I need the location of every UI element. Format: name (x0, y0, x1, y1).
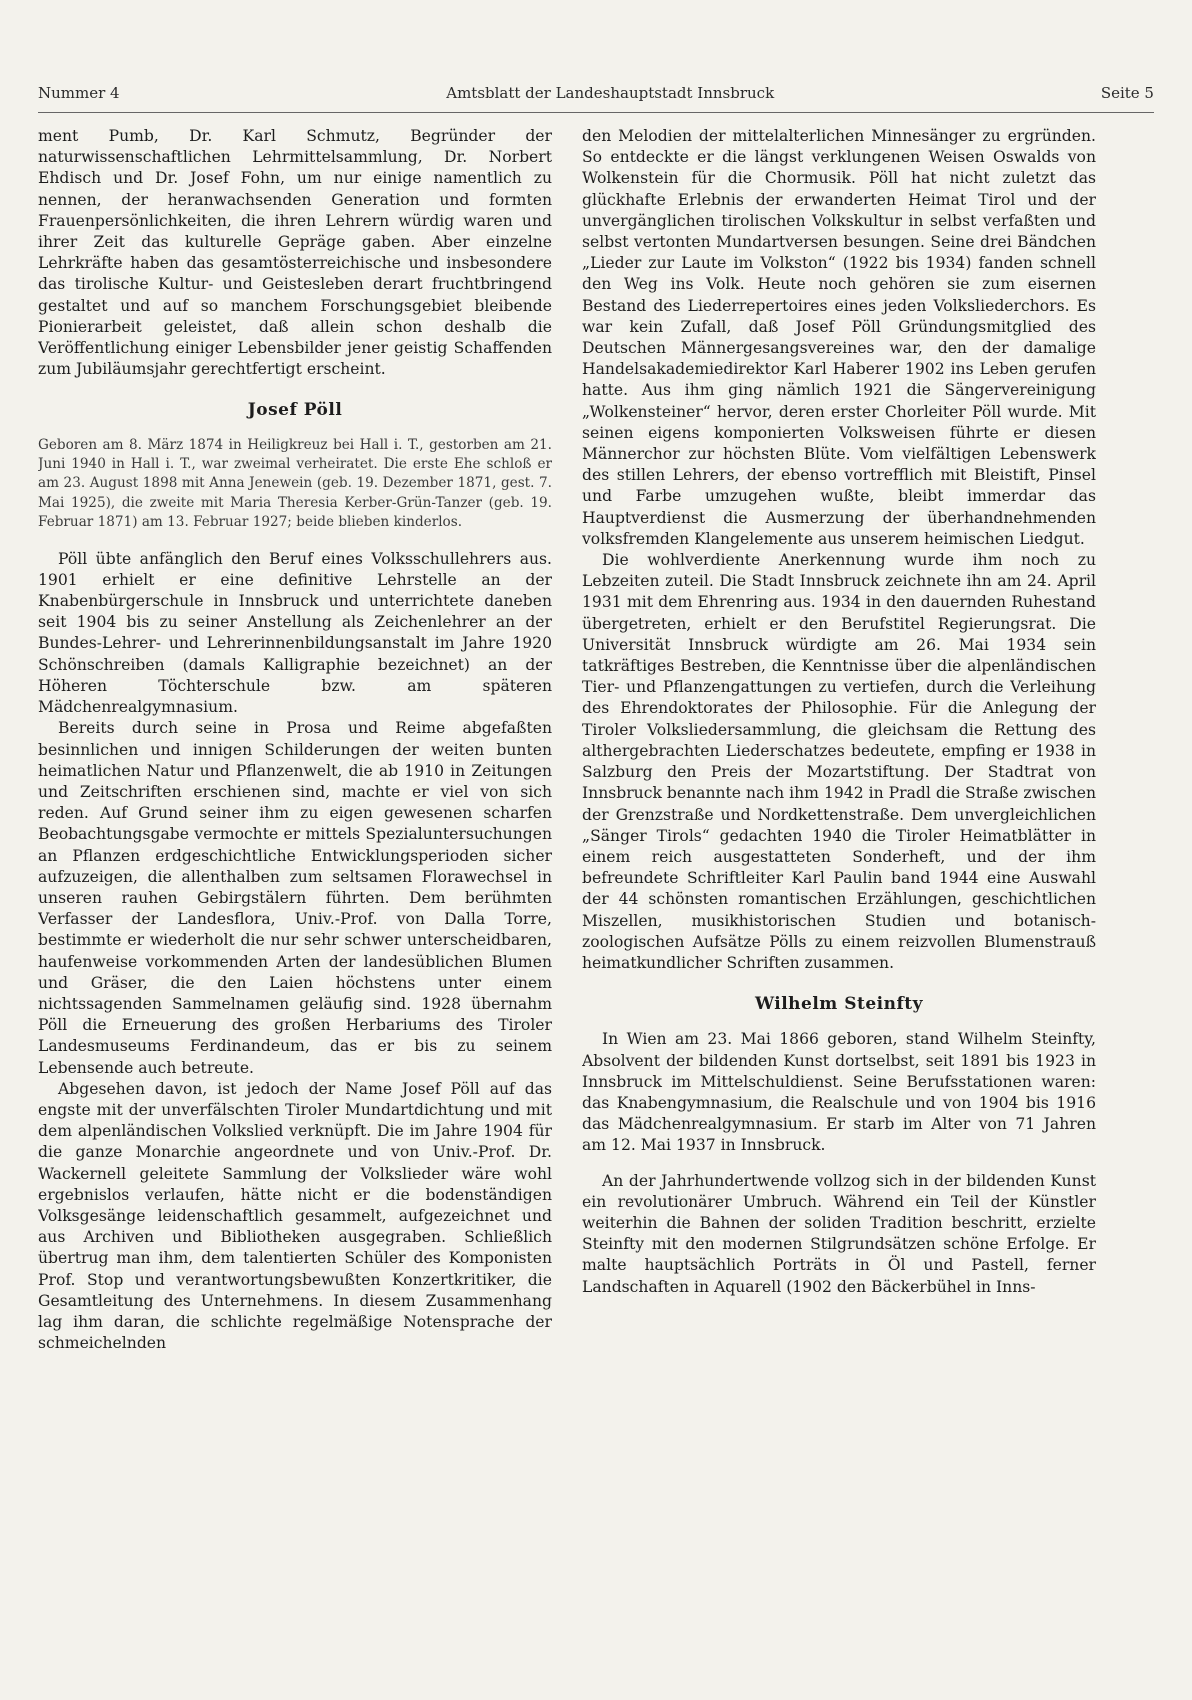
body-paragraph: An der Jahrhundertwende vollzog sich in der bildenden Kunst ein revolutionärer Umbruch. Während ein Teil der Künstler weiterhin die Bahnen der soliden Tradition beschritt, erzielte Steinfty mit den modernen Stilgrundsätzen schöne Erfolge. Er malte hauptsächlich Porträts in Öl und Pastell, ferner Landschaften in Aquarell (1902 den Bäckerbühel in Inns- (582, 1171, 1096, 1296)
body-paragraph: den Melodien der mittelalterlichen Minnesänger zu ergründen. So entdeckte er die längst verklungenen Weisen Oswalds von Wolkenstein für die Chormusik. Pöll hat nicht zuletzt das glückhafte Erlebnis der erwanderten Heimat Tirol und der unvergänglichen tirolischen Volkskultur in selbst verfaßten und selbst vertonten Mundartversen besungen. Seine drei Bändchen „Lieder zur Laute im Volkston“ (1922 bis 1934) fanden schnell den Weg ins Volk. Heute noch gehören sie zum eisernen Bestand des Liederrepertoires eines jeden Volksliederchors. Es war kein Zufall, daß Josef Pöll Gründungsmitglied des Deutschen Männergesangsvereines war, den der damalige Handelsakademiedirektor Karl Haberer 1902 ins Leben gerufen hatte. Aus ihm ging nämlich 1921 die Sängervereinigung „Wolkensteiner“ hervor, deren erster Chorleiter Pöll wurde. Mit seinen eigens komponierten Volksweisen führte er diesen Männerchor zur höchsten Blüte. Vom vielfältigen Lebenswerk des stillen Lehrers, der ebenso vortrefflich mit Bleistift, Pinsel und Farbe umzugehen wußte, bleibt immerdar das Hauptverdienst die Ausmerzung der überhandnehmenden volksfremden Klangelemente aus unserem heimischen Liedgut. (582, 127, 1096, 548)
section-heading-poell: Josef Pöll (247, 400, 343, 421)
body-paragraph: In Wien am 23. Mai 1866 geboren, stand Wilhelm Steinfty, Absolvent der bildenden Kunst dortselbst, seit 1891 bis 1923 in Innsbruck im Mittelschuldienst. Seine Berufsstationen waren: das Knabengymnasium, die Realschule und von 1904 bis 1916 das Mädchenrealgymnasium. Er starb im Alter von 71 Jahren am 12. Mai 1937 in Innsbruck. (582, 1030, 1096, 1155)
biography-note-poell: Geboren am 8. März 1874 in Heiligkreuz bei Hall i. T., gestorben am 21. Juni 1940 in Hall i. T., war zweimal verheiratet. Die erste Ehe schloß er am 23. August 1898 mit Anna Jenewein (geb. 19. Dezember 1871, gest. 7. Mai 1925), die zweite mit Maria Theresia Kerber-Grün-Tanzer (geb. 19. Februar 1871) am 13. Februar 1927; beide blieben kinderlos. (38, 436, 552, 531)
body-paragraph: Pöll übte anfänglich den Beruf eines Volksschullehrers aus. 1901 erhielt er eine definitive Lehrstelle an der Knabenbürgerschule in Innsbruck und unterrichtete daneben seit 1904 bis zu seiner Anstellung als Zeichenlehrer an der Bundes-Lehrer- und Lehrerinnenbildungsanstalt im Jahre 1920 Schönschreiben (damals Kalligraphie bezeichnet) an der Höheren Töchterschule bzw. am späteren Mädchenrealgymnasium. (38, 549, 552, 717)
issue-number: Nummer 4 (38, 84, 120, 102)
page-number: Seite 5 (1100, 84, 1154, 102)
intro-paragraph: ment Pumb, Dr. Karl Schmutz, Begründer der naturwissenschaftlichen Lehrmittelsammlung, Dr. Norbert Ehdisch und Dr. Josef Fohn, um nur einige namentlich zu nennen, der heranwachsenden Generation und formten Frauenpersönlichkeiten, die ihren Lehrern würdig waren und ihrer Zeit das kulturelle Gepräge gaben. Aber einzelne Lehrkräfte haben das gesamtösterreichische und insbesondere das tirolische Kultur- und Geistesleben derart fruchtbringend gestaltet und auf so manchem Forschungsgebiet bleibende Pionierarbeit geleistet, daß allein schon deshalb die Veröffentlichung einiger Lebensbilder jener geistig Schaffenden zum Jubiläumsjahr gerechtfertigt erscheint. (38, 127, 552, 379)
section-heading-steinfty: Wilhelm Steinfty (754, 994, 924, 1015)
right-column (582, 126, 1096, 1686)
left-column (38, 126, 552, 1686)
header-rule (38, 112, 1154, 113)
page-header (38, 80, 1154, 106)
body-paragraph: Die wohlverdiente Anerkennung wurde ihm noch zu Lebzeiten zuteil. Die Stadt Innsbruck zeichnete ihn am 24. April 1931 mit dem Ehrenring aus. 1934 in den dauernden Ruhestand übergetreten, erhielt er den Berufstitel Regierungsrat. Die Universität Innsbruck würdigte am 26. Mai 1934 sein tatkräftiges Bestreben, die Kenntnisse über die alpenländischen Tier- und Pflanzengattungen zu vertiefen, durch die Verleihung des Ehrendoktorates der Philosophie. Für die Anlegung der Tiroler Volksliedersammlung, die gleichsam die Rettung des althergebrachten Liederschatzes bedeutete, empfing er 1938 in Salzburg den Preis der Mozartstiftung. Der Stadtrat von Innsbruck benannte nach ihm 1942 in Pradl die Straße zwischen der Grenzstraße und Nordkettenstraße. Dem unvergleichlichen „Sänger Tirols“ gedachten 1940 die Tiroler Heimatblätter in einem reich ausgestatteten Sonderheft, und der ihm befreundete Schriftleiter Karl Paulin band 1944 eine Auswahl der 44 schönsten romantischen Erzählungen, geschichtlichen Miszellen, musikhistorischen Studien und botanisch-zoologischen Aufsätze Pölls zu einem reizvollen Blumenstrauß heimatkundlicher Schriften zusammen. (582, 551, 1096, 972)
body-paragraph: Abgesehen davon, ist jedoch der Name Josef Pöll auf das engste mit der unverfälschten Tiroler Mundartdichtung und mit dem alpenländischen Volkslied verknüpft. Die im Jahre 1904 für die ganze Monarchie angeordnete und von Univ.-Prof. Dr. Wackernell geleitete Sammlung der Volkslieder wäre wohl ergebnislos verlaufen, hätte nicht er die bodenständigen Volksgesänge leidenschaftlich gesammelt, aufgezeichnet und aus Archiven und Bibliotheken ausgegraben. Schließlich übertrug man ihm, dem talentierten Schüler des Komponisten Prof. Stop und verantwortungsbewußten Konzertkritiker, die Gesamtleitung des Unternehmens. In diesem Zusammenhang lag ihm daran, die schlichte regelmäßige Notensprache der schmeichelnden (38, 1079, 552, 1353)
publication-title: Amtsblatt der Landeshauptstadt Innsbruck (446, 84, 775, 102)
body-paragraph: Bereits durch seine in Prosa und Reime abgefaßten besinnlichen und innigen Schilderungen der weiten bunten heimatlichen Natur und Pflanzenwelt, die ab 1910 in Zeitungen und Zeitschriften erschienen sind, machte er viel von sich reden. Auf Grund seiner ihm zu eigen gewesenen scharfen Beobachtungsgabe vermochte er mittels Spezialuntersuchungen an Pflanzen erdgeschichtliche Entwicklungsperioden sicher aufzuzeigen, die allenthalben zum seltsamen Florawechsel in unseren rauhen Gebirgstälern führten. Dem berühmten Verfasser der Landesflora, Univ.-Prof. von Dalla Torre, bestimmte er wiederholt die nur sehr schwer unterscheidbaren, haufenweise vorkommenden Arten der landesüblichen Blumen und Gräser, die den Laien höchstens unter einem nichtssagenden Sammelnamen geläufig sind. 1928 übernahm Pöll die Erneuerung des großen Herbariums des Tiroler Landesmuseums Ferdinandeum, das er bis zu seinem Lebensende auch betreute. (38, 719, 552, 1077)
